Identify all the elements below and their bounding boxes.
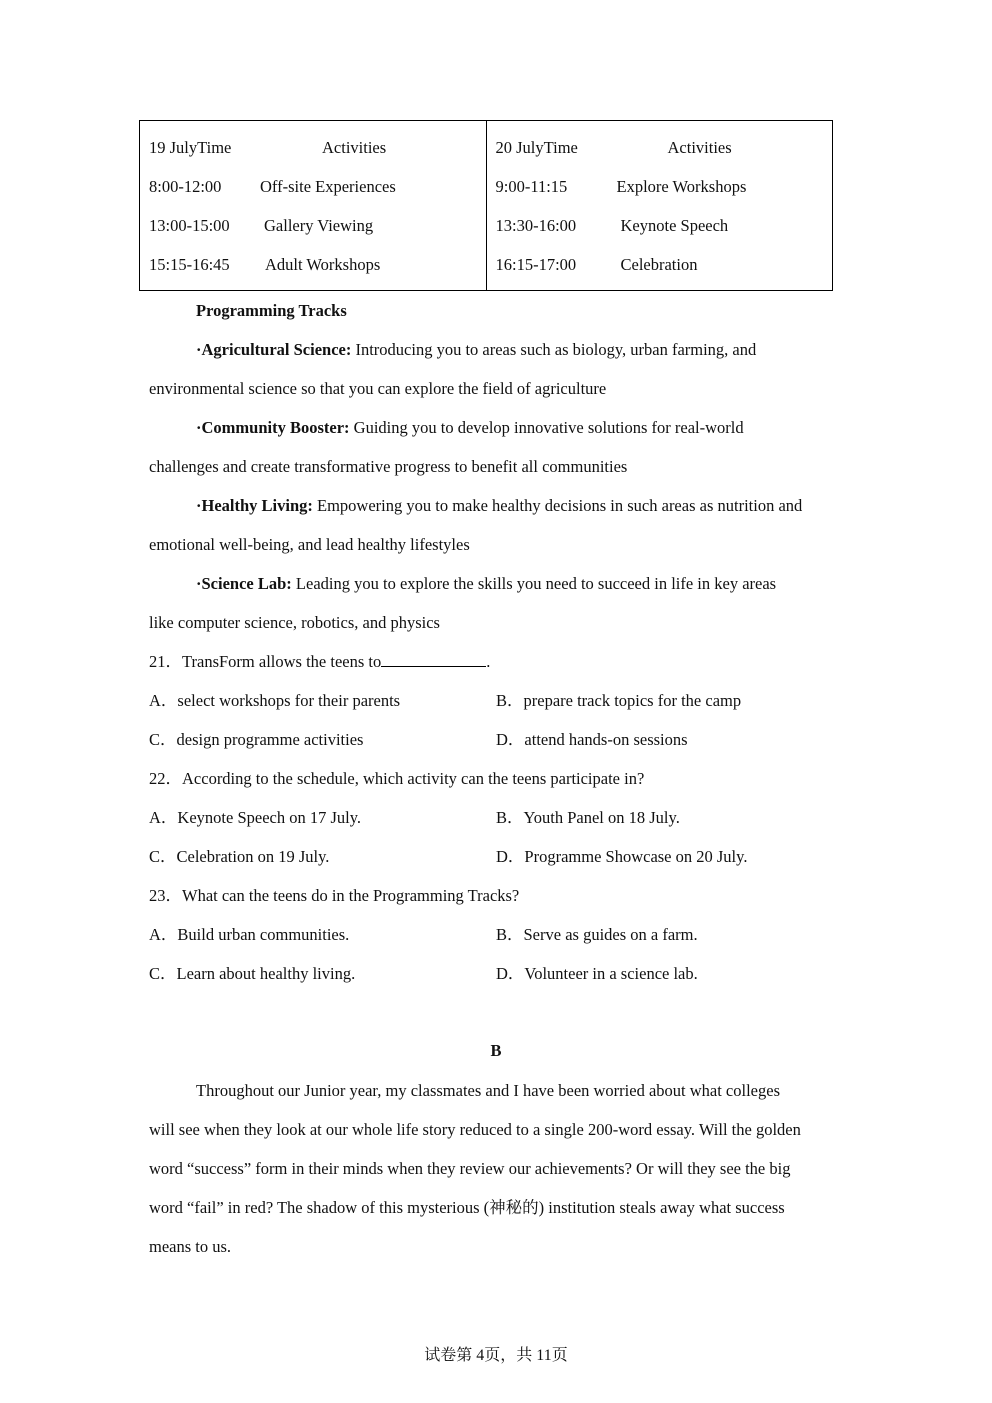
track-item-line2: emotional well-being, and lead healthy lifestyles (149, 535, 470, 554)
question-stem: 23．What can the teens do in the Programming Tracks? (149, 886, 520, 905)
option-a[interactable]: A．select workshops for their parents (149, 691, 401, 710)
schedule-activity: Gallery Viewing (264, 216, 374, 235)
tracks-title: Programming Tracks (196, 301, 347, 320)
track-desc: Leading you to explore the skills you need to succeed in life in key areas (291, 574, 777, 593)
schedule-header-row (487, 135, 833, 161)
option-b[interactable]: B．Youth Panel on 18 July. (496, 808, 680, 827)
schedule-row (140, 174, 486, 200)
option-a[interactable]: A．Build urban communities. (149, 925, 350, 944)
schedule-row (487, 213, 833, 239)
track-desc: Introducing you to areas such as biology, urban farming, and (351, 340, 757, 359)
page-footer: 试卷第 4页，共 11页 (424, 1347, 568, 1364)
passage-line: word “success” form in their minds when they review our achievements? Or will they see the big (149, 1159, 791, 1178)
schedule-row (487, 174, 833, 200)
header-time: 19 JulyTime (149, 138, 232, 157)
question-end: . (486, 652, 491, 671)
schedule-header-row (140, 135, 486, 161)
schedule-time: 13:30-16:00 (495, 216, 577, 235)
schedule-july-19 (140, 121, 487, 290)
option-a[interactable]: A．Keynote Speech on 17 July. (149, 808, 362, 827)
header-activities: Activities (322, 138, 387, 157)
option-d[interactable]: D．Programme Showcase on 20 July. (496, 847, 748, 866)
option-d[interactable]: D．Volunteer in a science lab. (496, 964, 698, 983)
track-item-line2: like computer science, robotics, and physics (149, 613, 440, 632)
track-item-line1 (196, 571, 776, 597)
section-heading: B (490, 1041, 502, 1060)
track-item-line2: environmental science so that you can explore the field of agriculture (149, 379, 607, 398)
schedule-activity: Celebration (620, 255, 698, 274)
schedule-activity: Off-site Experiences (260, 177, 396, 196)
option-c[interactable]: C．Learn about healthy living. (149, 964, 356, 983)
track-desc: Guiding you to develop innovative solutions for real-world (349, 418, 744, 437)
passage-line: will see when they look at our whole life story reduced to a single 200-word essay. Will the golden (149, 1120, 801, 1139)
passage-line: means to us. (149, 1237, 232, 1256)
track-item-line1 (196, 337, 756, 363)
option-b[interactable]: B．Serve as guides on a farm. (496, 925, 698, 944)
schedule-activity: Adult Workshops (265, 255, 381, 274)
schedule-row (140, 252, 486, 278)
track-name: ·Agricultural Science: (196, 340, 352, 359)
option-c[interactable]: C．design programme activities (149, 730, 364, 749)
track-item-line1 (196, 415, 744, 441)
schedule-time: 8:00-12:00 (149, 177, 222, 196)
option-c[interactable]: C．Celebration on 19 July. (149, 847, 330, 866)
track-item-line2: challenges and create transformative progress to benefit all communities (149, 457, 628, 476)
schedule-row (140, 213, 486, 239)
header-time: 20 JulyTime (495, 138, 578, 157)
option-d[interactable]: D．attend hands-on sessions (496, 730, 688, 749)
schedule-row (487, 252, 833, 278)
schedule-activity: Keynote Speech (620, 216, 729, 235)
question-text: 21．TransForm allows the teens to (149, 652, 382, 671)
track-name: ·Science Lab: (196, 574, 292, 593)
header-activities: Activities (667, 138, 732, 157)
track-desc: Empowering you to make healthy decisions in such areas as nutrition and (312, 496, 803, 515)
option-b[interactable]: B．prepare track topics for the camp (496, 691, 742, 710)
passage-line: word “fail” in red? The shadow of this mysterious (神秘的) institution steals away what success (149, 1198, 785, 1217)
question-stem (149, 649, 490, 675)
track-name: ·Community Booster: (196, 418, 350, 437)
schedule-time: 13:00-15:00 (149, 216, 230, 235)
schedule-table (139, 120, 833, 291)
schedule-time: 9:00-11:15 (495, 177, 568, 196)
answer-blank (381, 650, 486, 667)
track-name: ·Healthy Living: (196, 496, 313, 515)
schedule-july-20 (487, 121, 833, 290)
schedule-activity: Explore Workshops (616, 177, 747, 196)
schedule-time: 16:15-17:00 (495, 255, 577, 274)
passage-line: Throughout our Junior year, my classmates and I have been worried about what colleges (196, 1081, 780, 1100)
question-stem: 22．According to the schedule, which activity can the teens participate in? (149, 769, 645, 788)
track-item-line1 (196, 493, 802, 519)
schedule-time: 15:15-16:45 (149, 255, 230, 274)
